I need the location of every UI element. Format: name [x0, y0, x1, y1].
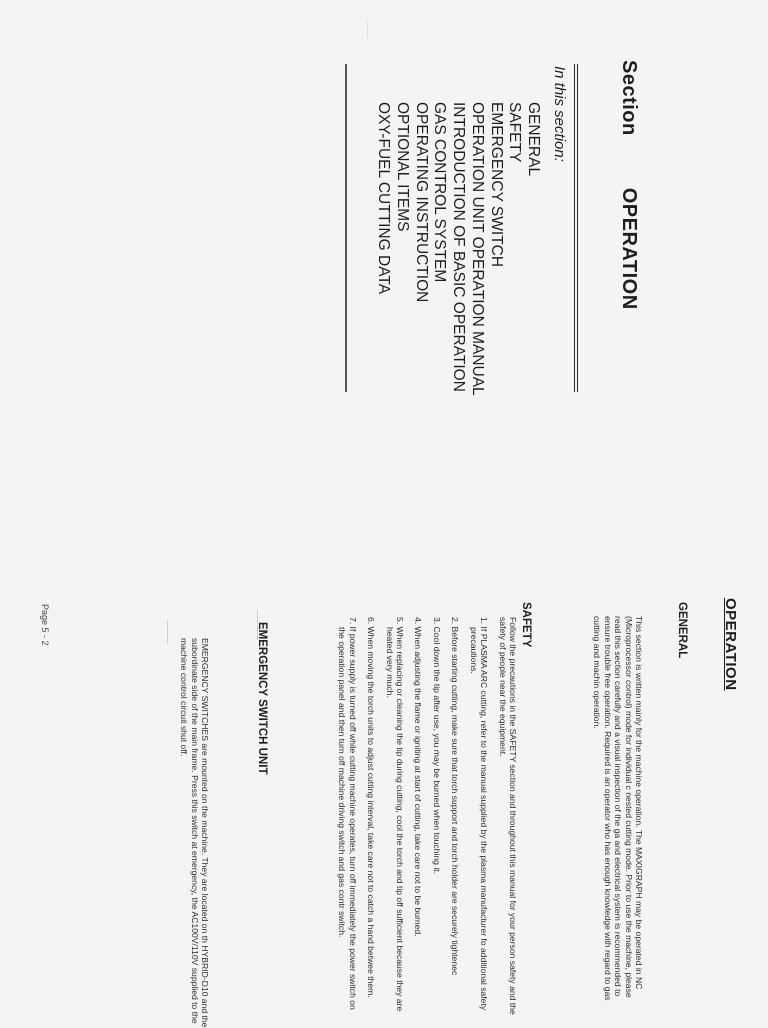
contents-item: EMERGENCY SWITCH	[487, 102, 505, 268]
page-number: Page 5 - 2	[40, 604, 50, 646]
scan-artifact	[167, 620, 168, 644]
contents-item: OXY-FUEL CUTTING DATA	[375, 102, 393, 295]
contents-item: SAFETY	[506, 102, 524, 163]
in-this-section-label: In this section:	[551, 66, 568, 162]
section-title	[617, 60, 640, 310]
contents-item: INTRODUCTION OF BASIC OPERATION	[450, 102, 468, 392]
general-paragraph: This section is written mainly for the machine operation. The MAXIGRAPH may be operated in NC (Microprocessor control) mode for individual c nested cutting mode. Prior to use the machine, please read this section carefully and a visual inspection of the ga and electrical system is recommended to ensure trouble free operation. Required is an operator who has enough knowledge with regard to gas cutting and machin operation.	[592, 616, 644, 1001]
safety-intro: Follow the precautions in the SAFETY section and throughout this manual for your person safety and the safety of people near the equipment.	[497, 617, 518, 1015]
emergency-switch-heading: EMERGENCY SWITCH UNIT	[256, 622, 268, 775]
contents-item: OPERATING INSTRUCTION	[412, 102, 430, 303]
contents-item: GAS CONTROL SYSTEM	[431, 102, 449, 283]
list-item: 4. When adjusting the flame or igniting at start of cutting, take care not to be burned.	[413, 617, 424, 937]
section-contents-list	[374, 102, 542, 396]
section-bottom-rule	[345, 64, 347, 392]
list-item: 7. If power supply is turned off while cutting machine operates, turn off immediately the power switch on the operation panel and then turn off machine driving switch and gas contr switch.	[337, 617, 358, 1010]
contents-item: OPERATION UNIT OPERATION MANUAL	[468, 102, 486, 396]
scan-artifact	[367, 22, 368, 38]
list-item: 2. Before starting cutting, make sure that torch support and torch holder are securely tightenec	[450, 617, 461, 976]
safety-heading: SAFETY	[520, 602, 532, 648]
page-title: OPERATION	[722, 598, 739, 691]
list-item: 1. If PLASMA ARC cutting, refer to the manual supplied by the plasma manufacturer fo additional safety precautions.	[468, 617, 489, 1011]
list-item: 6. When moving the torch units to adjust cutting interval, take care not to catch a hand betwee them.	[366, 617, 377, 998]
general-heading: GENERAL	[676, 602, 688, 659]
scan-artifact	[257, 610, 258, 640]
emergency-switch-paragraph: EMERGENCY SWITCHES are mounted on the machine. They are located on th HYBRID-D10 and the subordinate side of the main frame. Press this switch at emergency, the AC100V/110V supplied to the machine control circuit shut off.	[179, 638, 210, 1028]
list-item: 5. When replacing or cleaning the tip during cutting, cool the torch and tip off sufficient because they are heated very much.	[384, 617, 405, 1012]
contents-item: OPTIONAL ITEMS	[394, 102, 412, 232]
section-label: Section	[618, 60, 640, 136]
contents-item: GENERAL	[525, 102, 542, 177]
section-divider-rule	[574, 64, 578, 392]
section-name: OPERATION	[618, 187, 640, 310]
list-item: 3. Cool down the tip after use, you may be burned when touching it.	[431, 617, 442, 875]
safety-precautions-list	[329, 617, 489, 1017]
